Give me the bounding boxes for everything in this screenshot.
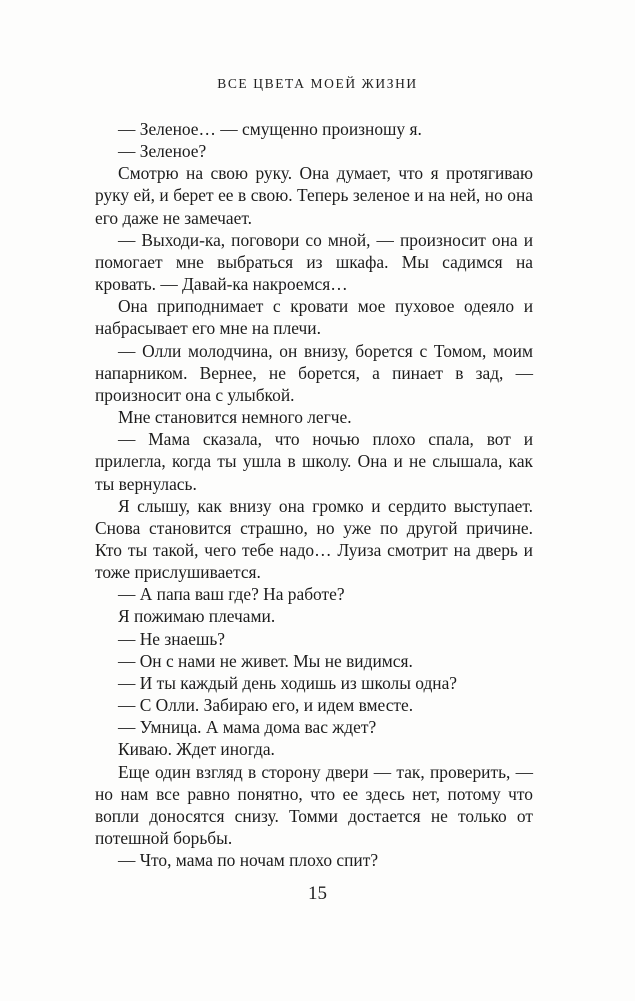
paragraph: — Выходи-ка, поговори со мной, — произносит она и помогает мне выбраться из шкафа. Мы садимся на кровать. — Давай-ка накроемся… xyxy=(95,229,533,295)
paragraph: — С Олли. Забираю его, и идем вместе. xyxy=(118,695,414,716)
page-number: 15 xyxy=(308,883,327,904)
paragraph: — Мама сказала, что ночью плохо спала, вот и прилегла, когда ты ушла в школу. Она и не слышала, как ты вернулась. xyxy=(95,429,533,494)
paragraph: Мне становится немного легче. xyxy=(118,407,352,428)
paragraph: — И ты каждый день ходишь из школы одна? xyxy=(118,672,458,693)
paragraph: — Зеленое? xyxy=(118,141,207,162)
paragraph: — Умница. А мама дома вас ждет? xyxy=(118,717,377,738)
paragraph: Киваю. Ждет иногда. xyxy=(118,739,275,760)
paragraph: Смотрю на свою руку. Она думает, что я протягиваю руку ей, и берет ее в свою. Теперь зеленое и на ней, но она его даже не замечает. xyxy=(95,163,533,228)
paragraph: — Что, мама по ночам плохо спит? xyxy=(118,850,379,871)
paragraph: — Не знаешь? xyxy=(118,628,226,649)
paragraph: Я пожимаю плечами. xyxy=(118,606,276,627)
paragraph: — А папа ваш где? На работе? xyxy=(118,584,345,605)
paragraph: Она приподнимает с кровати мое пуховое одеяло и набрасывает его мне на плечи. xyxy=(95,296,533,339)
paragraph: — Зеленое… — смущенно произношу я. xyxy=(118,119,422,139)
body-text xyxy=(95,118,533,871)
running-title: ВСЕ ЦВЕТА МОЕЙ ЖИЗНИ xyxy=(217,76,418,91)
paragraph: Я слышу, как внизу она громко и сердито выступает. Снова становится страшно, но уже по другой причине. Кто ты такой, чего тебе надо… Луиза смотрит на дверь и тоже прислушивается. xyxy=(95,495,533,583)
paragraph: — Олли молодчина, он внизу, борется с Томом, моим напарником. Вернее, не борется, а пинает в зад, — произносит она с улыбкой. xyxy=(95,340,533,405)
paragraph: — Он с нами не живет. Мы не видимся. xyxy=(118,650,413,671)
paragraph: Еще один взгляд в сторону двери — так, проверить, — но нам все равно понятно, что ее здесь нет, потому что вопли доносятся снизу. Томми достается не только от потешной борьбы. xyxy=(95,761,533,848)
